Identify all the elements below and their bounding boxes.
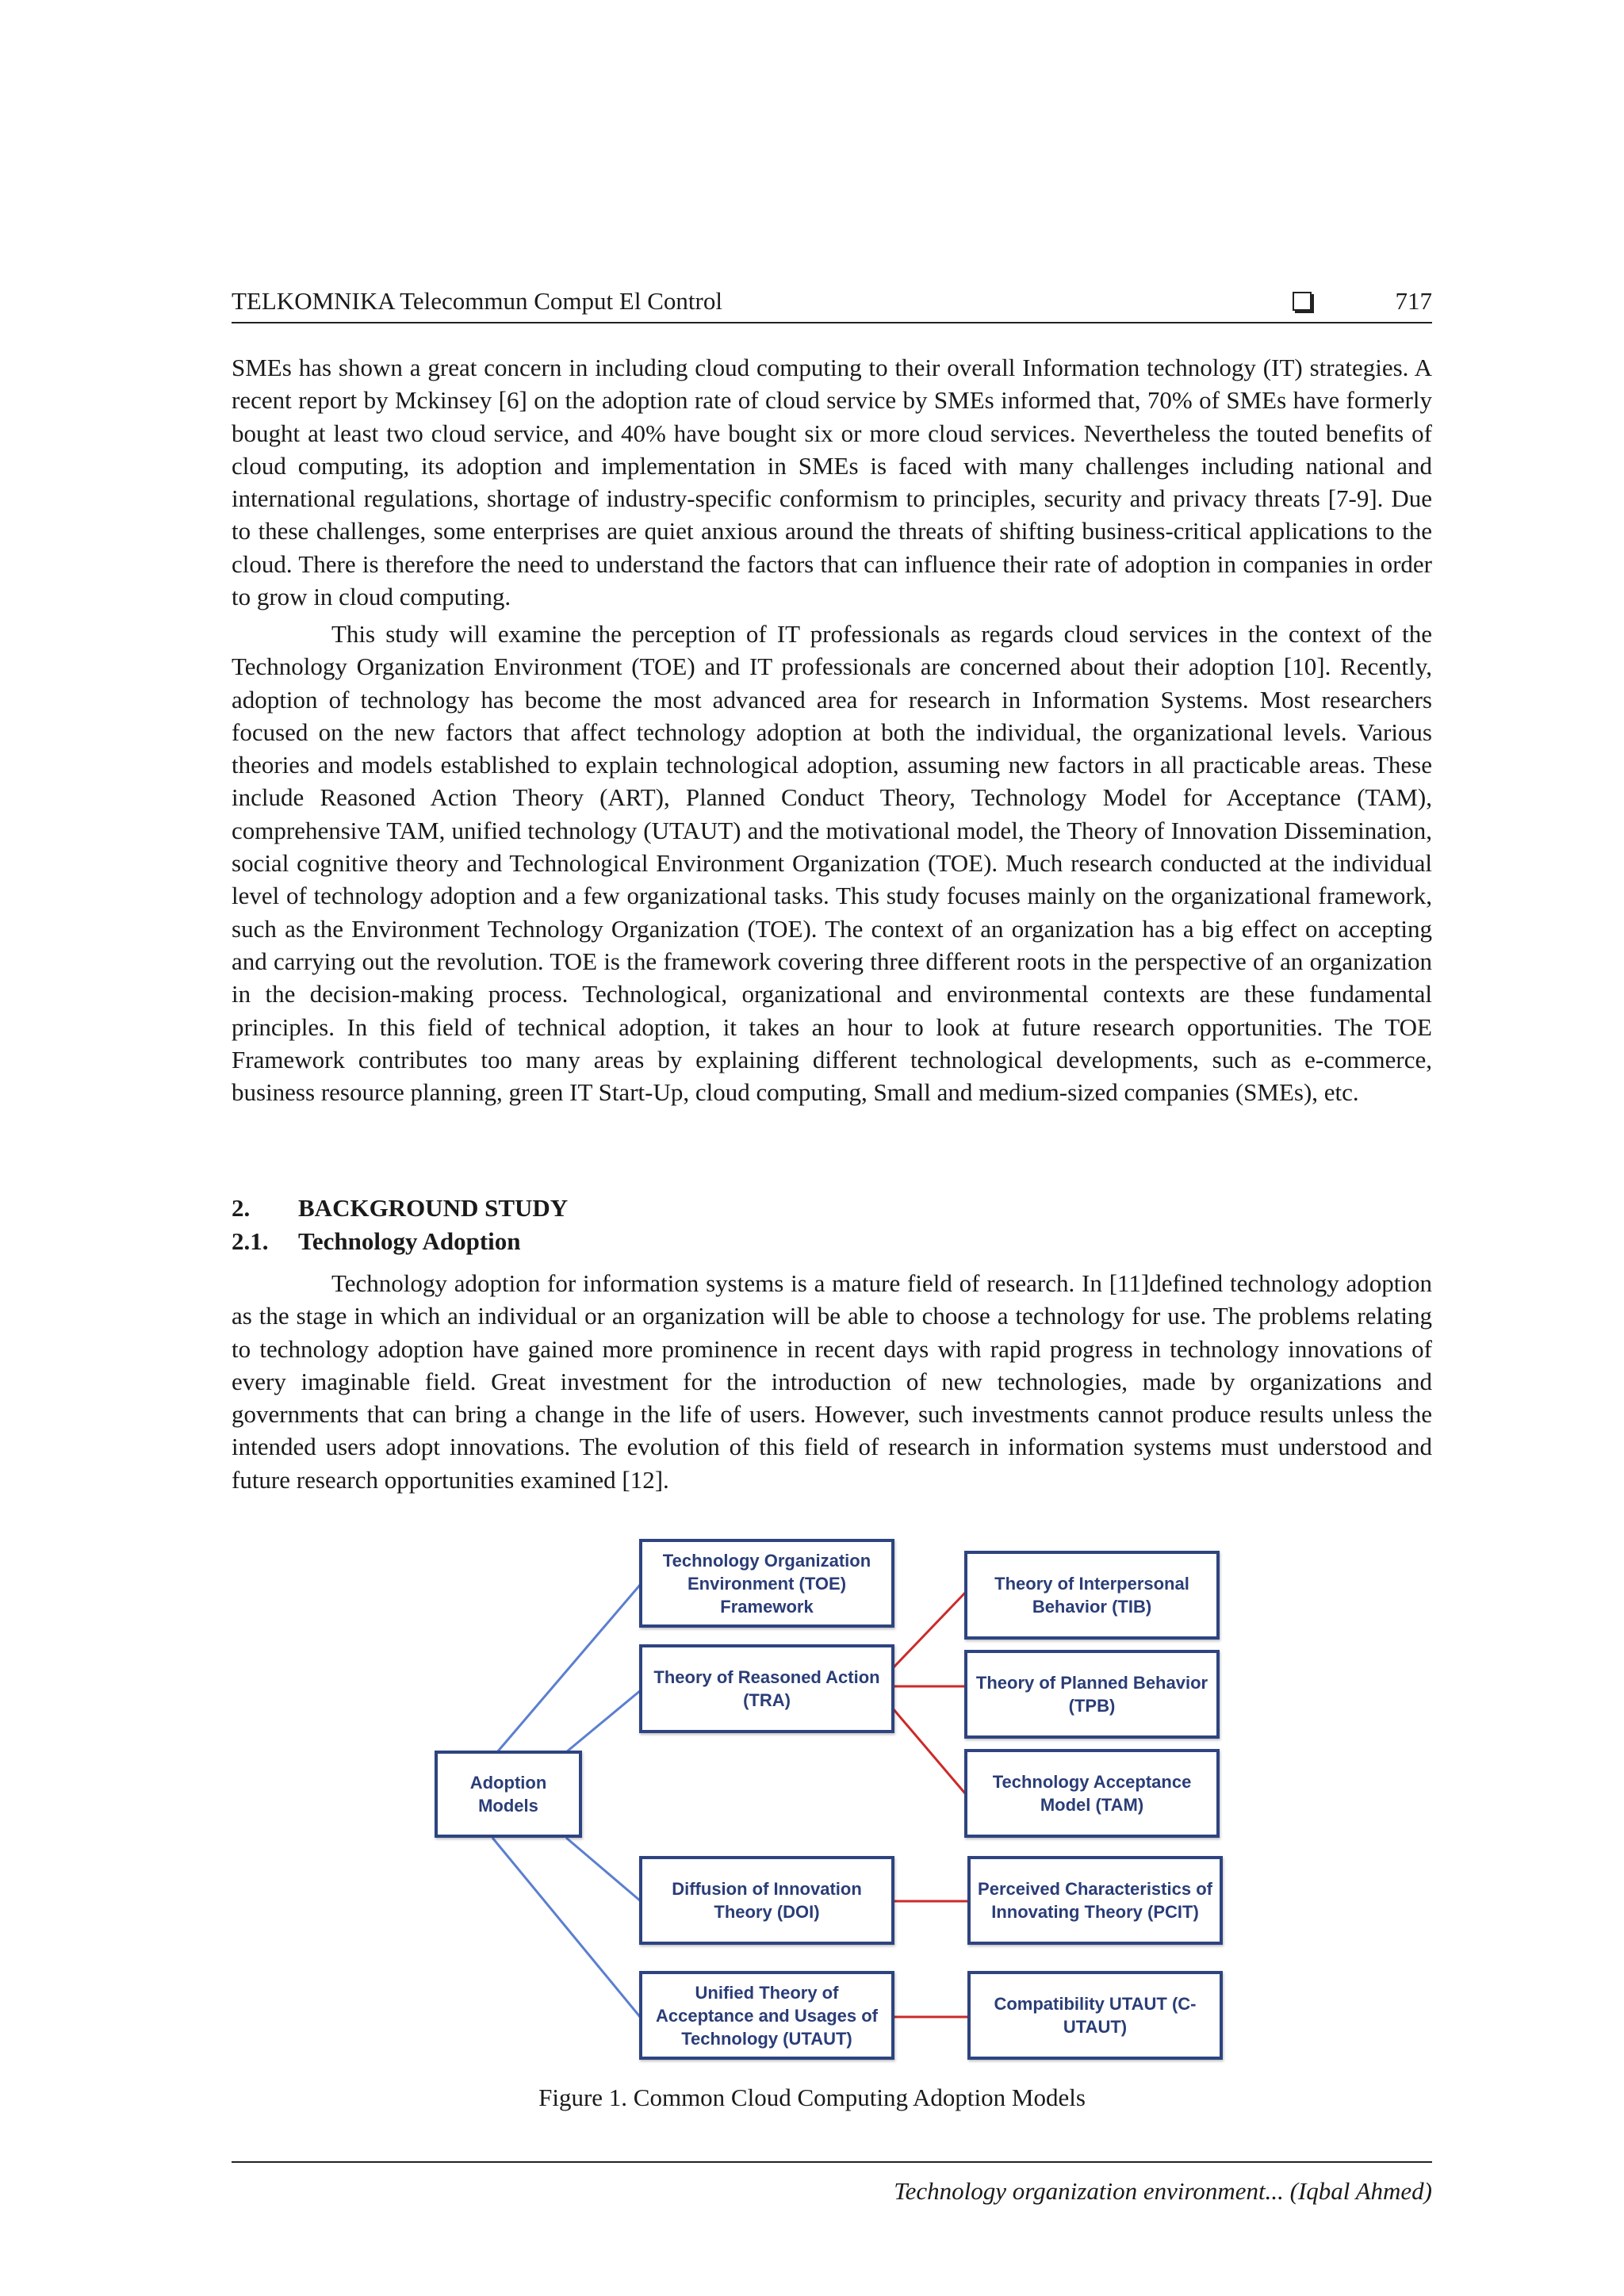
- connector-tra-tam: [893, 1709, 965, 1793]
- subsection-title: Technology Adoption: [298, 1227, 521, 1255]
- running-header: [232, 284, 1432, 323]
- section-title: BACKGROUND STUDY: [298, 1194, 569, 1222]
- connector-root-toe: [497, 1584, 641, 1752]
- paragraph-intro: SMEs has shown a great concern in including cloud computing to their overall Information technology (IT) strategies. A recent report by Mckinsey [6] on the adoption rate of cloud service by SMEs informed that, 70% of SMEs have formerly bought at least two cloud service, and 40% have bought six or more cloud services. Nevertheless the touted benefits of cloud computing, its adoption and implementation in SMEs is faced with many challenges including national and international regulations, shortage of industry-specific conformism to principles, security and privacy threats [7-9]. Due to these challenges, some enterprises are quiet anxious around the threats of shifting business-critical applications to the cloud. There is therefore the need to understand the factors that can influence their rate of adoption in companies in order to grow in cloud computing.: [232, 354, 1432, 611]
- paragraph-technology-adoption: Technology adoption for information systems is a mature field of research. In [11]defined technology adoption as the stage in which an individual or an organization will be able to choose a technology for use. The problems relating to technology adoption have gained more prominence in recent days with rapid progress in technology innovations of every imaginable field. Great investment for the introduction of new technologies, made by organizations and governments that can bring a change in the life of users. However, such investments cannot produce results unless the intended users adopt innovations. The evolution of this field of research in information systems must understood and future research opportunities examined [12].: [232, 1269, 1432, 1494]
- subsection-number: 2.1.: [232, 1227, 269, 1255]
- box-utaut: Unified Theory of Acceptance and Usages of Technology (UTAUT): [639, 1971, 894, 2060]
- box-doi: Diffusion of Innovation Theory (DOI): [639, 1856, 894, 1945]
- connector-tra-tib: [893, 1593, 965, 1668]
- box-pcit: Perceived Characteristics of Innovating Theory (PCIT): [967, 1856, 1223, 1945]
- square-icon: [1293, 292, 1312, 311]
- paragraph-toe: This study will examine the perception of IT professionals as regards cloud services in the context of the Technology Organization Environment (TOE) and IT professionals are concerned about their adoption [10]. Recently, adoption of technology has become the most advanced area for research in Information Systems. Most researchers focused on the new factors that affect technology adoption at both the individual, the organizational levels. Various theories and models established to explain technological adoption, assuming new factors in all practicable areas. These include Reasoned Action Theory (ART), Planned Conduct Theory, Technology Model for Acceptance (TAM), comprehensive TAM, unified technology (UTAUT) and the motivational model, the Theory of Innovation Dissemination, social cognitive theory and Technological Environment Organization (TOE). Much research conducted at the individual level of technology adoption and a few organizational tasks. This study focuses mainly on the organizational framework, such as the Environment Technology Organization (TOE). The context of an organization has a big effect on accepting and carrying out the revolution. TOE is the framework covering three different roots in the perspective of an organization in the decision-making process. Technological, organizational and environmental contexts are these fundamental principles. In this field of technical adoption, it takes an hour to look at future research opportunities. The TOE Framework contributes too many areas by explaining different technological developments, such as e-commerce, business resource planning, green IT Start-Up, cloud computing, Small and medium-sized companies (SMEs), etc.: [232, 620, 1432, 1107]
- box-adoption-models: Adoption Models: [435, 1751, 582, 1838]
- journal-name: TELKOMNIKA Telecommun Comput El Control: [232, 287, 722, 315]
- page-number: 717: [1395, 287, 1432, 315]
- section-number: 2.: [232, 1194, 251, 1222]
- running-footer: [232, 2161, 1432, 2205]
- connector-root-tra: [566, 1690, 641, 1752]
- box-c-utaut: Compatibility UTAUT (C-UTAUT): [967, 1971, 1223, 2060]
- figure-caption: Figure 1. Common Cloud Computing Adoption Models: [538, 2084, 1086, 2111]
- box-tam: Technology Acceptance Model (TAM): [964, 1749, 1220, 1838]
- box-tib: Theory of Interpersonal Behavior (TIB): [964, 1551, 1220, 1640]
- connector-root-utaut: [492, 1838, 641, 2018]
- connector-root-doi: [566, 1838, 641, 1901]
- footer-text: Technology organization environment... (Iqbal Ahmed): [894, 2177, 1432, 2205]
- box-toe-framework: Technology Organization Environment (TOE) Framework: [639, 1539, 894, 1628]
- box-tpb: Theory of Planned Behavior (TPB): [964, 1650, 1220, 1739]
- box-tra: Theory of Reasoned Action (TRA): [639, 1644, 894, 1733]
